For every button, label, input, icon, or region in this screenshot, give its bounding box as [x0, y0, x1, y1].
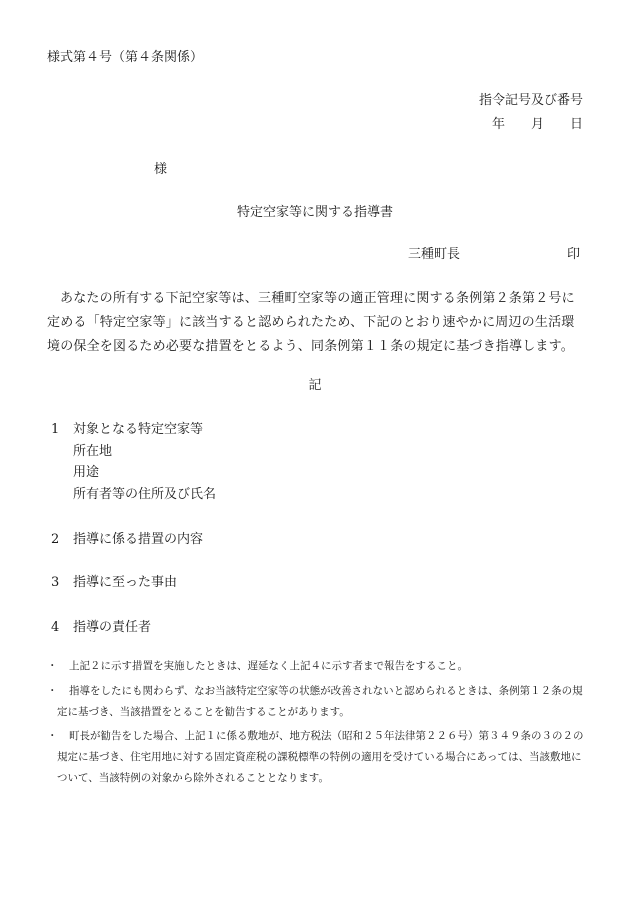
section-1-heading: 対象となる特定空家等 — [73, 422, 204, 437]
seal-mark: 印 — [567, 247, 581, 262]
section-1-item-owner: 所有者等の住所及び氏名 — [73, 487, 217, 502]
section-3-heading: 指導に至った事由 — [73, 575, 178, 590]
note-bullet: ・ — [47, 730, 58, 742]
reference-number-label: 指令記号及び番号 — [478, 93, 583, 108]
ki-heading: 記 — [308, 378, 322, 393]
section-4-number: 4 — [51, 620, 60, 635]
note-bullet: ・ — [47, 685, 58, 697]
section-1-number: 1 — [51, 422, 60, 437]
section-2-heading: 指導に係る措置の内容 — [73, 532, 204, 547]
section-4-heading: 指導の責任者 — [73, 620, 152, 635]
issuer-name: 三種町長 — [408, 247, 461, 262]
note-2 — [47, 681, 587, 723]
addressee-suffix: 様 — [154, 162, 168, 177]
section-1-item-location: 所在地 — [73, 444, 113, 459]
note-text: 指導をしたにも関わらず、なお当該特定空家等の状態が改善されないと認められるときは、条例第１２条の規定に基づき、当該措置をとることを勧告することがあります。 — [57, 685, 583, 718]
section-1-item-usage: 用途 — [73, 465, 100, 480]
form-identifier: 様式第４号（第４条関係） — [47, 50, 204, 65]
note-bullet: ・ — [47, 660, 58, 672]
body-paragraph: あなたの所有する下記空家等は、三種町空家等の適正管理に関する条例第２条第２号に定める「特定空家等」に該当すると認められたため、下記のとおり速やかに周辺の生活環境の保全を図るため必要な措置をとるよう、同条例第１１条の規定に基づき指導します。 — [47, 291, 575, 354]
note-text: 町長が勧告をした場合、上記１に係る敷地が、地方税法（昭和２５年法律第２２６号）第３４９条の３の２の規定に基づき、住宅用地に対する固定資産税の課税標準の特例の適用を受けている場合にあっては、当該敷地について、当該特例の対象から除外されることとなります。 — [57, 730, 584, 784]
document-title: 特定空家等に関する指導書 — [236, 205, 393, 220]
section-3-number: 3 — [51, 575, 60, 590]
note-text: 上記２に示す措置を実施したときは、遅延なく上記４に示す者まで報告をすること。 — [69, 660, 468, 672]
date-line: 年 月 日 — [491, 117, 583, 132]
note-3 — [47, 726, 587, 789]
section-2-number: 2 — [51, 532, 60, 547]
note-1 — [47, 656, 587, 677]
